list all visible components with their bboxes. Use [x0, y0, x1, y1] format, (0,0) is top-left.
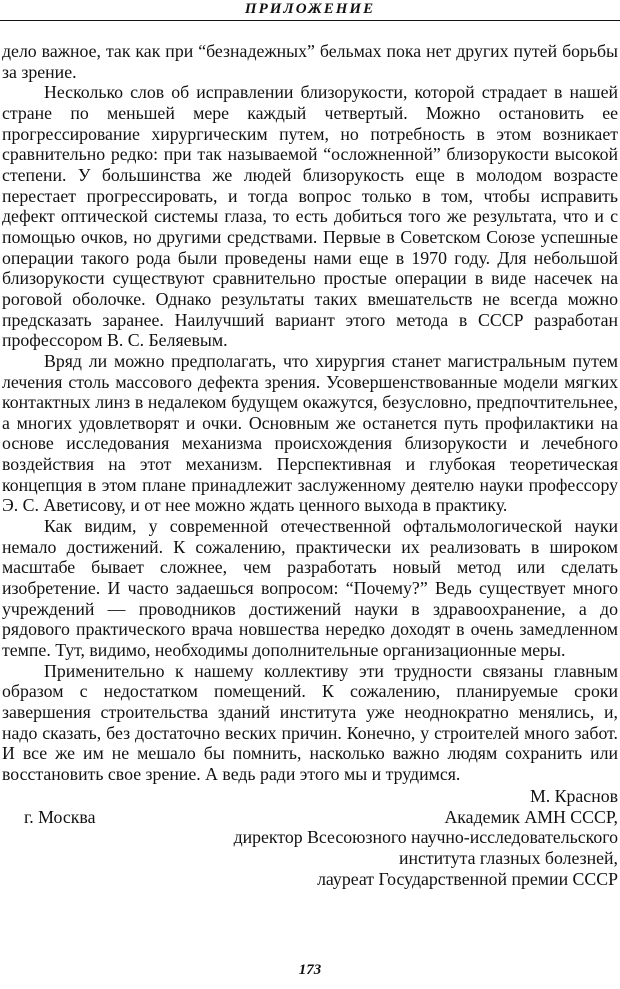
- signature-city: г. Москва: [24, 806, 96, 827]
- running-header-title: ПРИЛОЖЕНИЕ: [244, 1, 376, 17]
- signature-block: [2, 786, 618, 889]
- signature-title-institute: института глазных болезней,: [398, 847, 618, 868]
- signature-city-row: [2, 807, 618, 828]
- paragraph-continuation: дело важное, так как при “безнадежных” бельмах пока нет других путей борьбы за зрение.: [2, 41, 618, 82]
- running-header: [0, 0, 620, 20]
- body-text: [2, 41, 618, 785]
- paragraph-achievements: Как видим, у современной отечественной офтальмологической науки немало достижений. К сожалению, практически их реализовать в широком масштабе бывает сложнее, чем разработать новый метод или сделать изобретение. И часто задаешься вопросом: “Почему?” Ведь существует много учреждений — проводников достижений науки в здравоохранение, а до рядового практического врача новшества нередко доходят в очень замедленном темпе. Тут, видимо, необходимы дополнительные организационные меры.: [2, 516, 618, 661]
- signature-name: М. Краснов: [529, 786, 618, 806]
- signature-title-director: директор Всесоюзного научно-исследовательского: [233, 827, 618, 848]
- header-rule: [0, 20, 620, 21]
- paragraph-myopia-correction: Несколько слов об исправлении близорукости, которой страдает в нашей стране по меньшей мере каждый четвертый. Можно остановить ее прогрессирование хирургическим путем, но потребность в этом возникает сравнительно редко: при так называемой “осложненной” близорукости высокой степени. У большинства же людей близорукость еще в молодом возрасте перестает прогрессировать, и тогда вопрос только в том, чтобы исправить дефект оптической системы глаза, то есть добиться того же результата, что и с помощью очков, но другими средствами. Первые в Советском Союзе успешные операции такого рода были проведены нами еще в 1970 году. Для небольшой близорукости существуют сравнительно простые операции в виде насечек на роговой оболочке. Однако результаты таких вмешательств не всегда можно предсказать заранее. Наилучший вариант этого метода в СССР разработан профессором В. С. Беляевым.: [2, 82, 618, 351]
- signature-title-laureate: лауреат Государственной премии СССР: [317, 868, 618, 889]
- page-number: 173: [298, 962, 322, 978]
- paragraph-difficulties: Применительно к нашему коллективу эти трудности связаны главным образом с недостатком помещений. К сожалению, планируемые сроки завершения строительства зданий института уже неоднократно менялись, и, надо сказать, без достаточно веских причин. Конечно, у строителей много забот. И все же им не мешало бы помнить, насколько важно людям сохранить или восстановить свое зрение. А ведь ради этого мы и трудимся.: [2, 660, 618, 784]
- signature-title-academic: Академик АМН СССР,: [444, 806, 618, 827]
- paragraph-myopia-prevention: Вряд ли можно предполагать, что хирургия станет магистральным путем лечения столь массового дефекта зрения. Усовершенствованные модели мягких контактных линз в недалеком будущем окажутся, безусловно, предпочтительнее, а многих удовлетворят и очки. Основным же останется путь профилактики на основе исследования механизма происхождения близорукости и лечебного воздействия на этот механизм. Перспективная и глубокая теоретическая концепция в этом плане принадлежит заслуженному деятелю науки профессору Э. С. Аветисову, и от нее можно ждать ценного выхода в практику.: [2, 350, 618, 516]
